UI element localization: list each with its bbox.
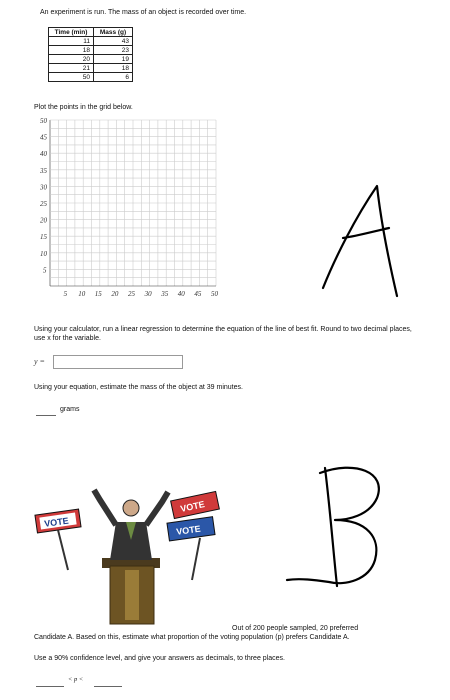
handwritten-label-a — [305, 178, 415, 303]
cell-time: 11 — [49, 37, 94, 46]
vote-sign-right-top-text: VOTE — [179, 499, 206, 514]
table-row — [49, 55, 133, 64]
y-tick-label: 35 — [40, 166, 47, 175]
mass-estimate-input[interactable] — [36, 405, 56, 416]
podium-stripe — [125, 570, 139, 620]
vote-sign-right-stick — [192, 538, 200, 580]
y-axis-labels — [39, 117, 48, 274]
x-tick-label: 35 — [161, 290, 169, 298]
x-tick-label: 15 — [94, 290, 102, 298]
column-header-time: Time (min) — [49, 28, 94, 37]
vote-sign-left-text: VOTE — [43, 515, 70, 529]
column-header-mass: Mass (g) — [94, 28, 133, 37]
cell-mass: 43 — [94, 37, 133, 46]
cell-mass: 23 — [94, 46, 133, 55]
cell-mass: 18 — [94, 64, 133, 73]
handwritten-label-b — [285, 458, 395, 593]
interval-middle-label: < p < — [68, 676, 84, 683]
interval-upper-input[interactable] — [94, 676, 122, 687]
y-tick-label: 20 — [40, 216, 47, 225]
x-tick-label: 20 — [111, 290, 119, 298]
data-table — [48, 27, 133, 82]
x-tick-label: 40 — [177, 290, 185, 298]
table-row — [49, 37, 133, 46]
grams-label: grams — [60, 406, 80, 413]
candidate-arm-left — [94, 490, 116, 525]
cell-mass: 19 — [94, 55, 133, 64]
table-row — [49, 64, 133, 73]
x-tick-label: 25 — [128, 290, 135, 298]
y-tick-label: 30 — [40, 183, 47, 192]
x-tick-label: 10 — [78, 290, 86, 298]
y-tick-label: 45 — [40, 133, 47, 142]
candidate-head — [123, 500, 139, 516]
problem-intro: An experiment is run. The mass of an object is recorded over time. — [40, 9, 247, 16]
y-tick-label: 5 — [43, 266, 47, 275]
table-row — [49, 46, 133, 55]
question-text-line-3: Use a 90% confidence level, and give your answers as decimals, to three places. — [34, 655, 285, 662]
question-text-line-2: Candidate A. Based on this, estimate what proportion of the voting population (p) prefers Candidate A. — [34, 634, 350, 641]
grid-lines — [50, 120, 216, 286]
cell-time: 50 — [49, 73, 94, 82]
plot-instruction: Plot the points in the grid below. — [34, 104, 133, 111]
cell-mass: 6 — [94, 73, 133, 82]
x-tick-label: 5 — [63, 290, 68, 298]
y-tick-label: 40 — [40, 150, 47, 159]
question-text-line-1: Out of 200 people sampled, 20 preferred — [232, 625, 359, 632]
y-tick-label: 50 — [40, 117, 47, 125]
x-tick-label: 45 — [194, 290, 202, 298]
cell-time: 21 — [49, 64, 94, 73]
equation-input[interactable] — [53, 355, 183, 369]
y-tick-label: 25 — [40, 200, 47, 208]
x-axis-labels — [64, 290, 219, 298]
x-tick-label: 50 — [211, 290, 218, 298]
y-tick-label: 10 — [40, 249, 47, 258]
vote-sign-left-stick — [58, 530, 68, 570]
estimate-instruction: Using your equation, estimate the mass of the object at 39 minutes. — [34, 384, 243, 391]
plot-grid[interactable] — [25, 110, 218, 298]
table-row — [49, 73, 133, 82]
y-tick-label: 15 — [40, 233, 47, 242]
cell-time: 20 — [49, 55, 94, 64]
candidate-arm-right — [146, 492, 168, 525]
regression-instruction: Using your calculator, run a linear regression to determine the equation of the line of best fit. Round to two decimal places, use x for the variable. — [34, 326, 412, 342]
vote-sign-right-bottom-text: VOTE — [175, 523, 202, 537]
x-tick-label: 30 — [144, 290, 152, 298]
candidate-podium-illustration — [30, 480, 235, 625]
cell-time: 18 — [49, 46, 94, 55]
interval-lower-input[interactable] — [36, 676, 64, 687]
y-equals-label: y = — [34, 357, 45, 366]
